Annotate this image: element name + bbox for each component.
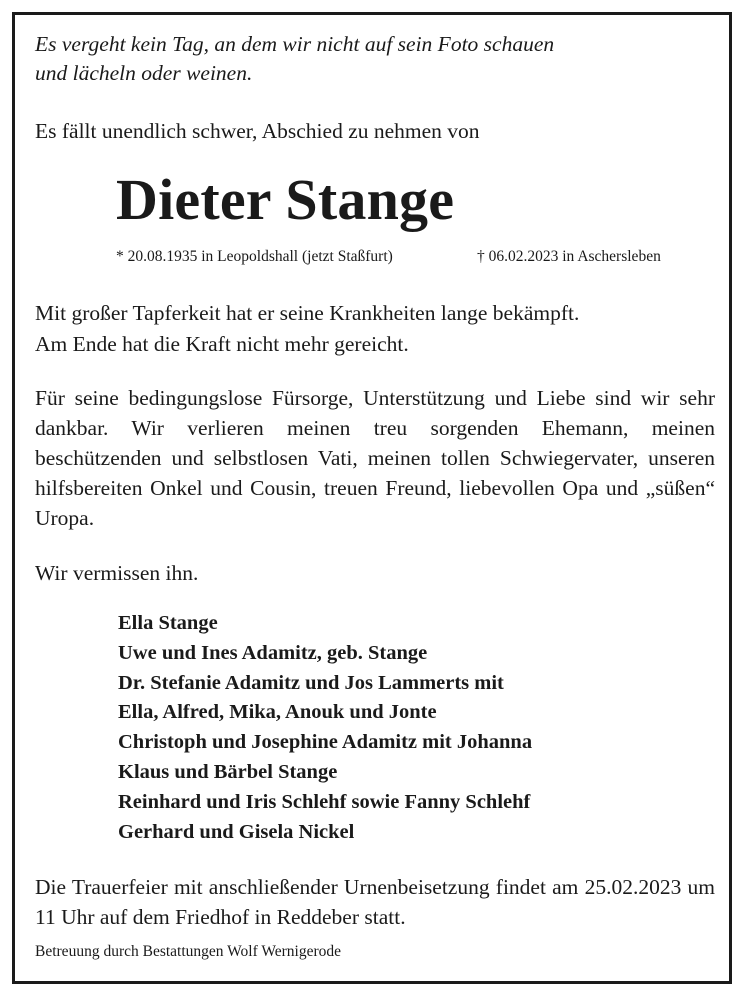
mourner-line: Uwe und Ines Adamitz, geb. Stange (118, 642, 428, 664)
intro-text: Es fällt unendlich schwer, Abschied zu nehmen von (35, 119, 480, 143)
funeral-notice: Die Trauerfeier mit anschließender Urnenbeisetzung findet am 25.02.2023 um 11 Uhr auf dem Friedhof in Reddeber statt. (35, 875, 715, 929)
mourner-line: Reinhard und Iris Schlehf sowie Fanny Schlehf (118, 791, 531, 813)
mourner-line: Klaus und Bärbel Stange (118, 761, 338, 783)
mourner-line: Ella Stange (118, 612, 218, 634)
gratitude-paragraph: Für seine bedingungslose Fürsorge, Unterstützung und Liebe sind wir sehr dankbar. Wir verlieren meinen treu sorgenden Ehemann, meinen beschützenden und selbstlosen Vati, meinen tollen Schwiegervater, unseren hilfsbereiten Onkel und Cousin, treuen Freund, liebevollen Opa und „süßen“ Uropa. (35, 386, 715, 530)
mourner-line: Christoph und Josephine Adamitz mit Johanna (118, 731, 533, 753)
mourner-line: Gerhard und Gisela Nickel (118, 821, 355, 843)
mourner-line: Dr. Stefanie Adamitz und Jos Lammerts mit (118, 672, 504, 694)
miss-text: Wir vermissen ihn. (35, 561, 199, 585)
struggle-line-2: Am Ende hat die Kraft nicht mehr gereicht. (35, 332, 409, 356)
death-date: † 06.02.2023 in Aschersleben (477, 248, 661, 265)
motto-line-1: Es vergeht kein Tag, an dem wir nicht auf sein Foto schauen (35, 32, 555, 56)
struggle-line-1: Mit großer Tapferkeit hat er seine Krankheiten lange bekämpft. (35, 301, 580, 325)
undertaker-note: Betreuung durch Bestattungen Wolf Wernigerode (35, 943, 341, 960)
motto-line-2: und lächeln oder weinen. (35, 61, 253, 85)
mourner-line: Ella, Alfred, Mika, Anouk und Jonte (118, 701, 437, 723)
birth-date: * 20.08.1935 in Leopoldshall (jetzt Staßfurt) (116, 248, 393, 265)
deceased-name: Dieter Stange (116, 167, 455, 232)
